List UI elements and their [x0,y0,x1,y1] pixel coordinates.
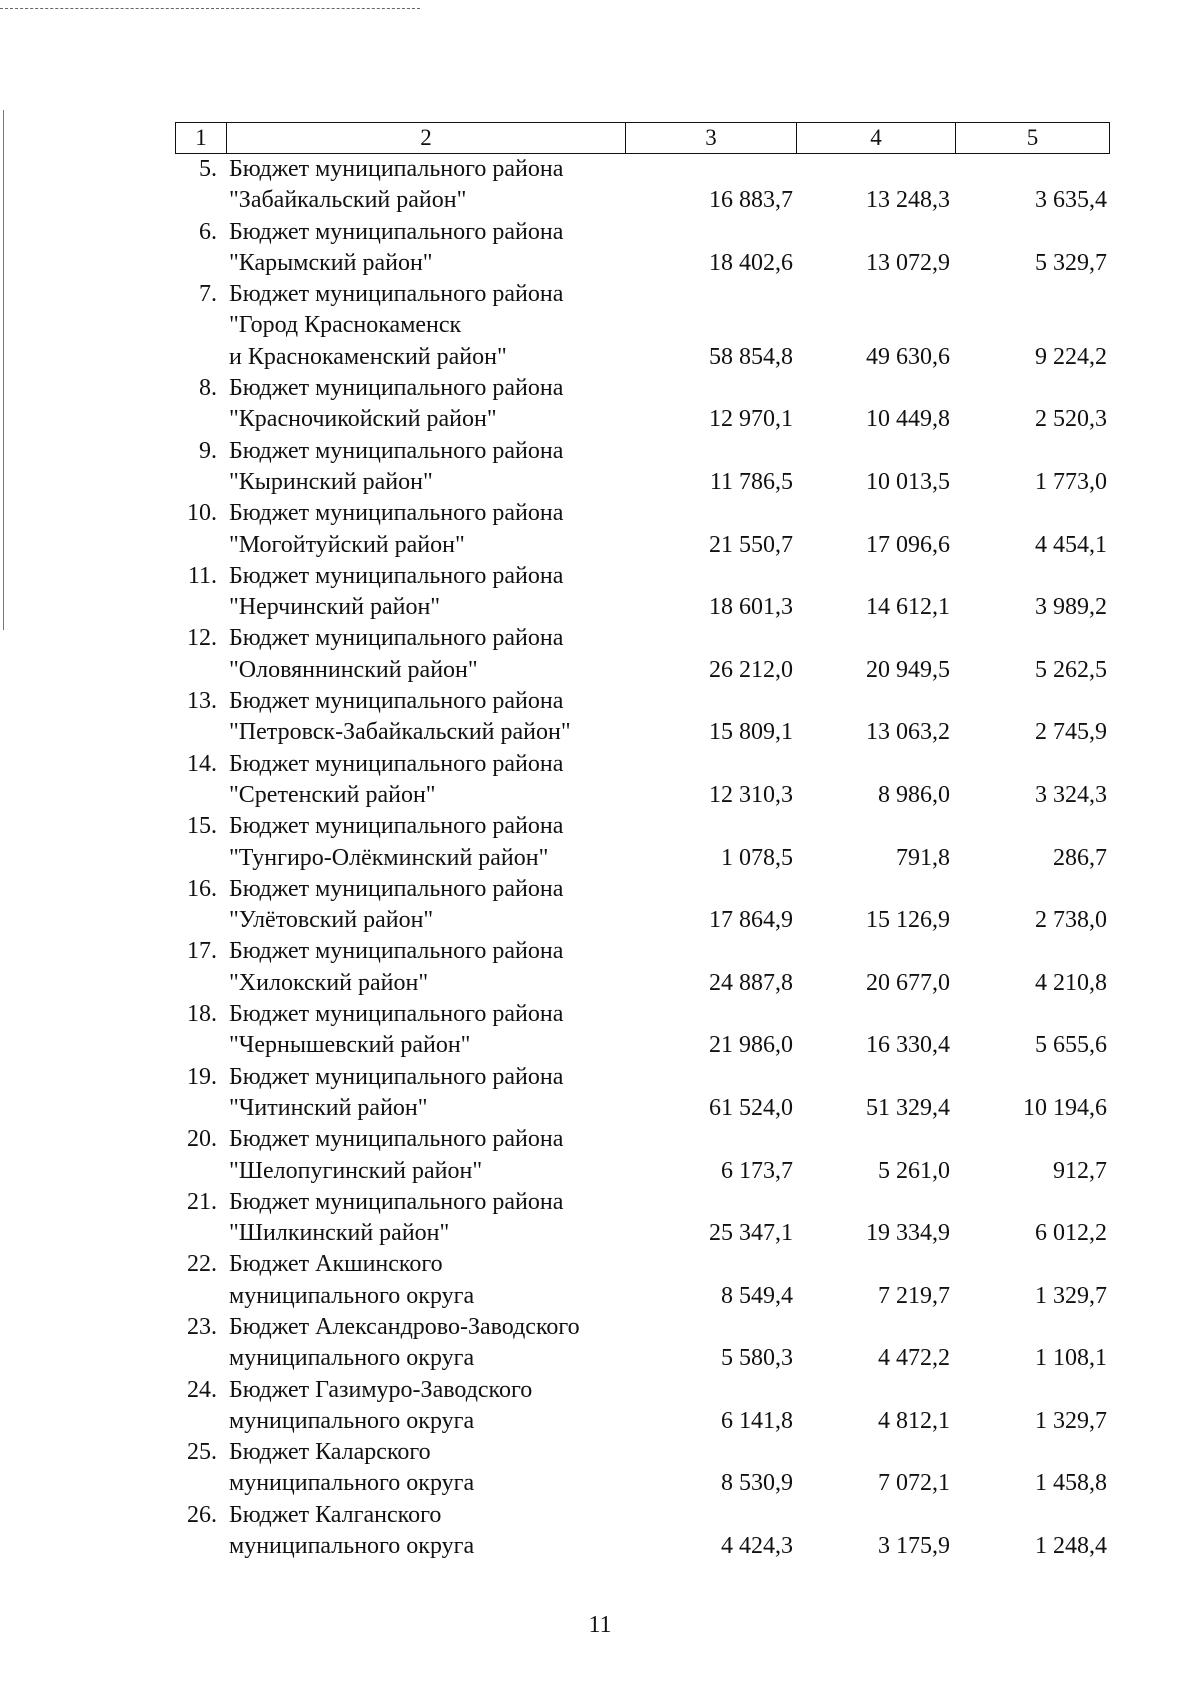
budget-name [225,217,645,280]
row-number: 20. [187,1126,217,1153]
table-row [175,279,1110,373]
row-number: 19. [187,1063,217,1090]
table-row [175,1187,1110,1250]
budget-name [225,749,645,812]
margin-artifact-line [3,110,4,630]
value-c3: 5 580,3 [721,1345,793,1372]
row-number: 6. [199,218,217,245]
budget-table-body [175,154,1110,1562]
budget-name-line: Бюджет Акшинского [229,1251,443,1278]
value-c4: 51 329,4 [866,1094,950,1121]
budget-name-line: "Город Краснокаменск [229,312,462,339]
budget-name-line: "Читинский район" [229,1094,428,1121]
value-c4: 20 677,0 [866,969,950,996]
value-c3: 8 549,4 [721,1282,793,1309]
value-c4: 20 949,5 [866,656,950,683]
table-row [175,373,1110,436]
budget-name [225,623,645,686]
budget-name-line: муниципального округа [229,1533,475,1560]
budget-name [225,1500,645,1563]
value-c5: 286,7 [1053,844,1107,871]
value-c4: 10 449,8 [866,406,950,433]
value-c3: 6 173,7 [721,1157,793,1184]
row-number: 25. [187,1439,217,1466]
value-c5: 9 224,2 [1035,343,1107,370]
budget-name-line: "Забайкальский район" [229,187,467,214]
value-c5: 1 458,8 [1035,1470,1107,1497]
table-row [175,498,1110,561]
budget-name [225,811,645,874]
table-row [175,1124,1110,1187]
budget-name-line: Бюджет муниципального района [229,813,564,840]
budget-name-line: "Улётовский район" [229,907,434,934]
value-c3: 17 864,9 [709,907,793,934]
budget-name-line: Бюджет муниципального района [229,1188,564,1215]
table-row [175,436,1110,499]
page-number: 11 [588,1612,612,1638]
budget-name-line: "Шелопугинский район" [229,1157,483,1184]
budget-name-line: Бюджет муниципального района [229,562,564,589]
budget-name-line: Бюджет муниципального района [229,156,564,182]
value-c4: 7 072,1 [878,1470,950,1497]
value-c5: 3 324,3 [1035,781,1107,808]
value-c3: 61 524,0 [709,1094,793,1121]
value-c4: 49 630,6 [866,343,950,370]
value-c3: 58 854,8 [709,343,793,370]
budget-name-line: "Нерчинский район" [229,594,441,621]
budget-name-line: Бюджет Каларского [229,1439,431,1466]
value-c5: 1 108,1 [1035,1345,1107,1372]
budget-name [225,279,645,373]
row-number: 11. [187,562,217,589]
row-number: 13. [187,688,217,715]
table-row [175,561,1110,624]
budget-name [225,1437,645,1500]
budget-name-line: Бюджет Калганского [229,1501,442,1528]
budget-name-line: Бюджет муниципального района [229,1126,564,1153]
row-number: 18. [187,1001,217,1028]
budget-name [225,498,645,561]
value-c5: 6 012,2 [1035,1220,1107,1247]
value-c4: 16 330,4 [866,1032,950,1059]
budget-name-line: "Тунгиро-Олёкминский район" [229,844,549,871]
value-c5: 4 210,8 [1035,969,1107,996]
budget-name [225,874,645,937]
budget-name-line: Бюджет муниципального района [229,375,564,402]
value-c5: 2 520,3 [1035,406,1107,433]
row-number: 8. [199,375,217,402]
budget-name-line: и Краснокаменский район" [229,343,507,370]
value-c3: 18 402,6 [709,249,793,276]
budget-name-line: "Карымский район" [229,249,433,276]
value-c3: 24 887,8 [709,969,793,996]
document-page [175,122,1110,1562]
value-c4: 10 013,5 [866,468,950,495]
budget-name [225,686,645,749]
row-number: 23. [187,1313,217,1340]
value-c4: 17 096,6 [866,531,950,558]
row-number: 16. [187,875,217,902]
budget-name [225,1249,645,1312]
value-c3: 8 530,9 [721,1470,793,1497]
row-number: 22. [187,1251,217,1278]
row-number: 21. [187,1188,217,1215]
value-c4: 14 612,1 [866,594,950,621]
row-number: 26. [187,1501,217,1528]
value-c3: 11 786,5 [709,468,793,495]
value-c3: 15 809,1 [709,719,793,746]
row-number: 24. [187,1376,217,1403]
value-c3: 6 141,8 [721,1407,793,1434]
budget-name-line: Бюджет муниципального района [229,688,564,715]
value-c4: 8 986,0 [878,781,950,808]
value-c5: 3 989,2 [1035,594,1107,621]
value-c5: 5 262,5 [1035,656,1107,683]
table-row [175,749,1110,812]
budget-name [225,1187,645,1250]
row-number: 12. [187,625,217,652]
budget-name-line: "Могойтуйский район" [229,531,465,558]
budget-name-line: Бюджет муниципального района [229,500,564,527]
budget-name-line: муниципального округа [229,1407,475,1434]
budget-name [225,1062,645,1125]
header-col-2: 2 [227,123,626,153]
budget-name [225,373,645,436]
budget-name [225,936,645,999]
value-c4: 7 219,7 [878,1282,950,1309]
table-row [175,874,1110,937]
value-c5: 2 745,9 [1035,719,1107,746]
budget-name-line: Бюджет муниципального района [229,625,564,652]
value-c3: 21 550,7 [709,531,793,558]
budget-name [225,1375,645,1438]
table-row [175,1249,1110,1312]
value-c4: 13 063,2 [866,719,950,746]
value-c3: 12 310,3 [709,781,793,808]
value-c4: 4 812,1 [878,1407,950,1434]
value-c5: 912,7 [1053,1157,1107,1184]
value-c3: 16 883,7 [709,187,793,214]
table-row [175,1437,1110,1500]
value-c3: 12 970,1 [709,406,793,433]
row-number: 17. [187,938,217,965]
value-c4: 13 248,3 [866,187,950,214]
value-c5: 5 655,6 [1035,1032,1107,1059]
budget-name-line: Бюджет муниципального района [229,1001,564,1028]
row-number: 7. [199,281,217,308]
table-row [175,623,1110,686]
budget-name-line: "Оловяннинский район" [229,656,478,683]
budget-name [225,436,645,499]
budget-name-line: "Чернышевский район" [229,1032,471,1059]
value-c5: 1 329,7 [1035,1282,1107,1309]
value-c4: 19 334,9 [866,1220,950,1247]
value-c4: 5 261,0 [878,1157,950,1184]
row-number: 14. [187,750,217,777]
value-c3: 1 078,5 [721,844,793,871]
table-row [175,154,1110,217]
budget-name-line: Бюджет муниципального района [229,218,564,245]
value-c3: 25 347,1 [709,1220,793,1247]
budget-name-line: Бюджет муниципального района [229,437,564,464]
value-c4: 791,8 [896,844,950,871]
table-row [175,1500,1110,1563]
table-row [175,811,1110,874]
value-c5: 2 738,0 [1035,907,1107,934]
row-number: 10. [187,500,217,527]
header-col-1: 1 [176,123,227,153]
budget-name-line: "Сретенский район" [229,781,436,808]
row-number: 5. [199,156,217,182]
budget-name-line: "Кыринский район" [229,468,433,495]
value-c3: 18 601,3 [709,594,793,621]
budget-name-line: муниципального округа [229,1470,475,1497]
scan-artifact-line [0,8,420,9]
value-c5: 3 635,4 [1035,187,1107,214]
value-c4: 13 072,9 [866,249,950,276]
value-c4: 15 126,9 [866,907,950,934]
value-c4: 4 472,2 [878,1345,950,1372]
budget-name [225,561,645,624]
budget-name-line: Бюджет муниципального района [229,750,564,777]
budget-name-line: "Хилокский район" [229,969,429,996]
value-c5: 10 194,6 [1023,1094,1107,1121]
budget-name-line: Бюджет Газимуро-Заводского [229,1376,533,1403]
budget-name-line: Бюджет муниципального района [229,875,564,902]
budget-name [225,1124,645,1187]
value-c5: 1 773,0 [1035,468,1107,495]
budget-name [225,1312,645,1375]
value-c5: 4 454,1 [1035,531,1107,558]
table-row [175,1062,1110,1125]
row-number: 15. [187,813,217,840]
budget-name-line: Бюджет муниципального района [229,1063,564,1090]
table-row [175,1375,1110,1438]
value-c5: 1 329,7 [1035,1407,1107,1434]
header-col-5: 5 [1026,125,1039,150]
budget-name-line: Бюджет Александрово-Заводского [229,1313,580,1340]
budget-name-line: муниципального округа [229,1282,475,1309]
header-col-3: 3 [626,123,797,153]
table-row [175,1312,1110,1375]
budget-name-line: муниципального округа [229,1345,475,1372]
table-row [175,217,1110,280]
value-c5: 5 329,7 [1035,249,1107,276]
value-c4: 3 175,9 [878,1533,950,1560]
table-header [175,122,1110,154]
table-row [175,936,1110,999]
budget-name-line: Бюджет муниципального района [229,938,564,965]
budget-name-line: "Красночикойский район" [229,406,497,433]
value-c3: 21 986,0 [709,1032,793,1059]
budget-name [225,999,645,1062]
budget-name-line: "Шилкинский район" [229,1220,450,1247]
value-c3: 4 424,3 [721,1533,793,1560]
table-row [175,999,1110,1062]
budget-name [225,154,645,217]
budget-name-line: Бюджет муниципального района [229,281,564,308]
row-number: 9. [199,437,217,464]
value-c5: 1 248,4 [1035,1533,1107,1560]
value-c3: 26 212,0 [709,656,793,683]
budget-name-line: "Петровск-Забайкальский район" [229,719,571,746]
table-row [175,686,1110,749]
header-col-4: 4 [797,123,956,153]
